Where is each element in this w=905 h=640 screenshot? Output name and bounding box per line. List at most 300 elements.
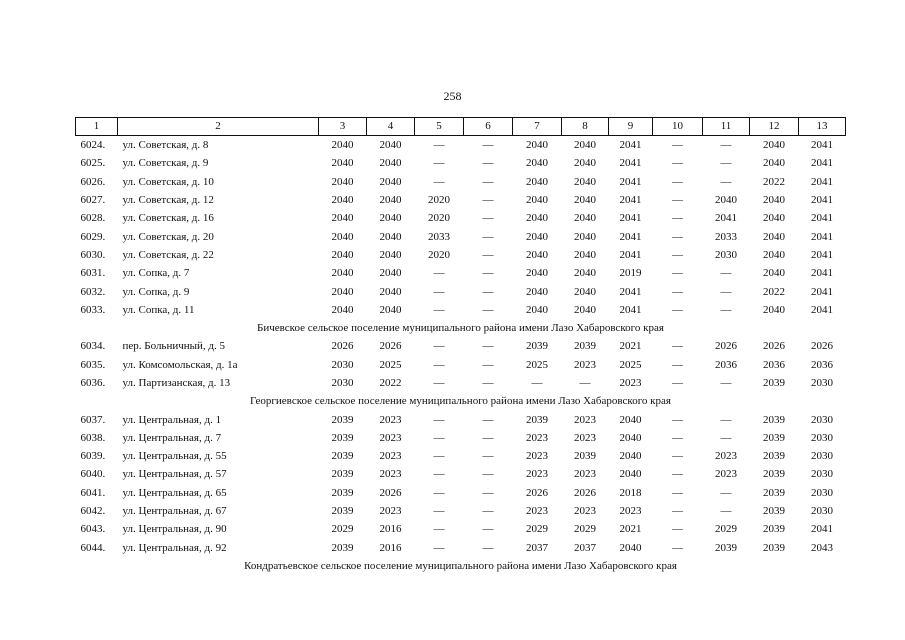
year-cell: 2040 xyxy=(574,303,596,316)
year-cell: 2039 xyxy=(715,541,737,554)
table-header xyxy=(76,118,846,136)
row-number: 6032. xyxy=(80,285,106,298)
year-cell: 2041 xyxy=(811,230,833,243)
year-cell: 2041 xyxy=(619,303,642,316)
year-cell: 2029 xyxy=(526,523,548,536)
table-row xyxy=(76,410,846,428)
year-cell: 2040 xyxy=(526,139,548,152)
year-cell: 2037 xyxy=(574,541,596,554)
year-cell: 2041 xyxy=(619,248,642,261)
address-cell: ул. Сопка, д. 9 xyxy=(122,285,190,298)
year-cell: — xyxy=(433,285,445,298)
year-cell: 2041 xyxy=(811,157,833,170)
address-cell: ул. Советская, д. 22 xyxy=(122,248,214,261)
year-cell: 2041 xyxy=(619,157,642,170)
year-cell: 2022 xyxy=(763,175,785,188)
year-cell: — xyxy=(720,175,732,188)
table-row xyxy=(76,502,846,520)
column-header: 10 xyxy=(653,118,703,136)
year-cell: — xyxy=(720,486,732,499)
year-cell: 2039 xyxy=(574,340,596,353)
year-cell: 2030 xyxy=(811,486,833,499)
year-cell: — xyxy=(672,377,683,389)
year-cell: 2030 xyxy=(811,450,833,463)
address-cell: ул. Центральная, д. 92 xyxy=(122,541,227,554)
year-cell: 2040 xyxy=(763,194,785,207)
year-cell: 2039 xyxy=(763,450,785,463)
year-cell: 2025 xyxy=(619,358,642,371)
year-cell: — xyxy=(482,450,494,463)
year-cell: 2040 xyxy=(331,248,354,261)
year-cell: 2040 xyxy=(619,541,642,554)
year-cell: 2026 xyxy=(331,340,354,353)
year-cell: 2040 xyxy=(763,157,785,170)
table-row xyxy=(76,374,846,392)
year-cell: 2016 xyxy=(379,523,402,536)
address-cell: ул. Центральная, д. 7 xyxy=(122,431,222,444)
table-row xyxy=(76,264,846,282)
row-number: 6025. xyxy=(80,157,106,170)
row-number: 6024. xyxy=(80,139,106,152)
address-cell: ул. Центральная, д. 90 xyxy=(122,523,227,536)
year-cell: 2039 xyxy=(763,486,785,499)
year-cell: — xyxy=(433,505,445,518)
year-cell: — xyxy=(720,303,732,316)
year-cell: 2039 xyxy=(526,413,548,426)
year-cell: 2030 xyxy=(811,377,833,389)
year-cell: — xyxy=(579,377,591,389)
year-cell: 2023 xyxy=(574,505,596,518)
year-cell: 2019 xyxy=(619,267,642,280)
year-cell: — xyxy=(482,175,494,188)
year-cell: 2039 xyxy=(331,450,354,463)
year-cell: 2040 xyxy=(379,175,402,188)
year-cell: 2040 xyxy=(763,267,785,280)
year-cell: 2039 xyxy=(763,431,785,444)
year-cell: — xyxy=(433,340,445,353)
year-cell: — xyxy=(482,340,494,353)
year-cell: 2040 xyxy=(379,230,402,243)
table-row xyxy=(76,484,846,502)
row-number: 6043. xyxy=(80,523,106,536)
year-cell: — xyxy=(720,413,732,426)
year-cell: 2040 xyxy=(526,175,548,188)
year-cell: 2023 xyxy=(379,413,402,426)
year-cell: 2040 xyxy=(331,303,354,316)
year-cell: 2039 xyxy=(763,541,785,554)
year-cell: 2025 xyxy=(379,358,402,371)
year-cell: — xyxy=(433,139,445,152)
year-cell: 2030 xyxy=(811,505,833,518)
year-cell: 2040 xyxy=(379,194,402,207)
year-cell: — xyxy=(672,157,683,170)
year-cell: — xyxy=(482,468,494,481)
year-cell: — xyxy=(672,523,683,536)
year-cell: 2023 xyxy=(715,450,737,463)
year-cell: 2018 xyxy=(619,486,642,499)
year-cell: 2040 xyxy=(526,285,548,298)
year-cell: 2039 xyxy=(331,486,354,499)
address-cell: ул. Советская, д. 20 xyxy=(122,230,214,243)
page-number: 258 xyxy=(443,89,462,103)
year-cell: 2039 xyxy=(763,523,785,536)
row-number: 6040. xyxy=(80,468,106,481)
column-header: 3 xyxy=(319,118,367,136)
row-number: 6031. xyxy=(80,267,106,280)
table-row xyxy=(76,539,846,557)
section-heading-row xyxy=(76,319,846,337)
column-header: 5 xyxy=(415,118,464,136)
row-number: 6034. xyxy=(80,340,106,353)
year-cell: 2023 xyxy=(526,505,548,518)
year-cell: — xyxy=(672,450,683,463)
year-cell: 2040 xyxy=(379,267,402,280)
year-cell: 2041 xyxy=(811,303,833,316)
year-cell: 2040 xyxy=(526,303,548,316)
table-row xyxy=(76,282,846,300)
year-cell: 2039 xyxy=(331,505,354,518)
year-cell: 2037 xyxy=(526,541,548,554)
year-cell: 2023 xyxy=(526,468,548,481)
year-cell: — xyxy=(482,212,494,225)
year-cell: 2041 xyxy=(811,139,833,152)
year-cell: 2041 xyxy=(811,248,833,261)
year-cell: 2041 xyxy=(619,194,642,207)
year-cell: — xyxy=(720,285,732,298)
year-cell: — xyxy=(672,139,683,152)
year-cell: — xyxy=(672,541,683,554)
year-cell: 2023 xyxy=(379,505,402,518)
address-cell: ул. Комсомольская, д. 1а xyxy=(122,358,238,371)
year-cell: 2040 xyxy=(331,139,354,152)
year-cell: — xyxy=(672,431,683,444)
row-number: 6029. xyxy=(80,230,106,243)
year-cell: — xyxy=(433,267,445,280)
year-cell: — xyxy=(482,230,494,243)
row-number: 6041. xyxy=(80,486,106,499)
year-cell: 2036 xyxy=(763,358,785,371)
column-header: 2 xyxy=(118,118,319,136)
year-cell: — xyxy=(482,523,494,536)
year-cell: 2023 xyxy=(526,450,548,463)
table-row xyxy=(76,173,846,191)
year-cell: — xyxy=(720,139,732,152)
year-cell: 2026 xyxy=(715,340,737,353)
year-cell: 2040 xyxy=(331,194,354,207)
year-cell: 2039 xyxy=(331,413,354,426)
year-cell: 2039 xyxy=(331,468,354,481)
year-cell: 2041 xyxy=(811,267,833,280)
year-cell: 2040 xyxy=(574,248,596,261)
year-cell: 2043 xyxy=(811,541,833,554)
year-cell: 2040 xyxy=(331,230,354,243)
year-cell: 2041 xyxy=(811,285,833,298)
year-cell: 2039 xyxy=(526,340,548,353)
year-cell: — xyxy=(672,212,683,225)
address-cell: пер. Больничный, д. 5 xyxy=(122,340,226,353)
year-cell: — xyxy=(433,303,445,316)
year-cell: — xyxy=(672,267,683,280)
row-number: 6033. xyxy=(80,303,106,316)
year-cell: 2040 xyxy=(379,212,402,225)
year-cell: 2029 xyxy=(574,523,596,536)
table-row xyxy=(76,246,846,264)
year-cell: 2021 xyxy=(619,523,642,536)
year-cell: — xyxy=(433,450,445,463)
year-cell: — xyxy=(672,340,683,353)
row-number: 6026. xyxy=(80,175,106,188)
column-header: 7 xyxy=(513,118,562,136)
row-number: 6039. xyxy=(80,450,106,463)
year-cell: 2026 xyxy=(811,340,833,353)
year-cell: 2036 xyxy=(811,358,833,371)
address-cell: ул. Центральная, д. 1 xyxy=(122,413,222,426)
year-cell: 2039 xyxy=(763,413,785,426)
address-cell: ул. Советская, д. 16 xyxy=(122,212,214,225)
year-cell: 2030 xyxy=(331,377,354,389)
year-cell: 2040 xyxy=(574,175,596,188)
table-row xyxy=(76,191,846,209)
row-number: 6044. xyxy=(80,541,106,554)
address-cell: ул. Центральная, д. 67 xyxy=(122,505,227,518)
year-cell: — xyxy=(482,377,494,389)
column-header: 12 xyxy=(750,118,799,136)
year-cell: — xyxy=(482,413,494,426)
year-cell: — xyxy=(720,267,732,280)
year-cell: — xyxy=(720,431,732,444)
address-cell: ул. Центральная, д. 65 xyxy=(122,486,227,499)
year-cell: 2040 xyxy=(526,230,548,243)
year-cell: 2023 xyxy=(619,505,642,518)
section-heading: Кондратьевское сельское поселение муниципального района имени Лазо Хабаровского края xyxy=(244,559,677,572)
year-cell: 2023 xyxy=(715,468,737,481)
column-header: 4 xyxy=(367,118,415,136)
year-cell: 2040 xyxy=(763,303,785,316)
year-cell: — xyxy=(433,358,445,371)
address-cell: ул. Центральная, д. 55 xyxy=(122,450,227,463)
year-cell: 2026 xyxy=(526,486,548,499)
year-cell: 2040 xyxy=(331,267,354,280)
year-cell: — xyxy=(433,523,445,536)
year-cell: 2040 xyxy=(331,175,354,188)
column-header: 11 xyxy=(703,118,750,136)
table-row xyxy=(76,227,846,245)
table-row xyxy=(76,154,846,172)
column-header: 8 xyxy=(562,118,609,136)
year-cell: 2021 xyxy=(619,340,642,353)
year-cell: 2020 xyxy=(428,194,450,207)
year-cell: — xyxy=(433,157,445,170)
year-cell: 2016 xyxy=(379,541,402,554)
year-cell: 2023 xyxy=(526,431,548,444)
year-cell: 2022 xyxy=(379,377,402,389)
year-cell: — xyxy=(672,303,683,316)
year-cell: — xyxy=(482,358,494,371)
year-cell: 2040 xyxy=(379,248,402,261)
year-cell: — xyxy=(672,285,683,298)
year-cell: 2023 xyxy=(379,468,402,481)
year-cell: — xyxy=(482,285,494,298)
year-cell: 2040 xyxy=(574,157,596,170)
year-cell: 2023 xyxy=(574,431,596,444)
section-heading: Бичевское сельское поселение муниципального района имени Лазо Хабаровского края xyxy=(257,322,664,335)
year-cell: 2030 xyxy=(811,413,833,426)
year-cell: 2039 xyxy=(331,431,354,444)
table-row xyxy=(76,337,846,355)
year-cell: 2040 xyxy=(619,468,642,481)
year-cell: — xyxy=(672,505,683,518)
year-cell: — xyxy=(433,413,445,426)
year-cell: 2040 xyxy=(331,285,354,298)
year-cell: 2041 xyxy=(811,212,833,225)
table-row xyxy=(76,301,846,319)
year-cell: 2026 xyxy=(574,486,596,499)
year-cell: 2029 xyxy=(715,523,737,536)
year-cell: 2040 xyxy=(331,157,354,170)
year-cell: 2036 xyxy=(715,358,737,371)
year-cell: 2040 xyxy=(331,212,354,225)
year-cell: — xyxy=(433,175,445,188)
column-header: 6 xyxy=(464,118,513,136)
year-cell: 2023 xyxy=(379,450,402,463)
year-cell: — xyxy=(672,486,683,499)
year-cell: 2040 xyxy=(526,267,548,280)
year-cell: 2039 xyxy=(763,377,785,389)
year-cell: 2023 xyxy=(574,413,596,426)
year-cell: — xyxy=(672,248,683,261)
year-cell: — xyxy=(672,230,683,243)
year-cell: 2040 xyxy=(526,194,548,207)
year-cell: 2040 xyxy=(574,212,596,225)
year-cell: 2040 xyxy=(715,194,737,207)
year-cell: 2030 xyxy=(811,431,833,444)
year-cell: 2033 xyxy=(715,230,737,243)
column-header: 1 xyxy=(76,118,118,136)
address-cell: ул. Советская, д. 8 xyxy=(122,139,209,152)
year-cell: 2030 xyxy=(331,358,354,371)
year-cell: — xyxy=(433,468,445,481)
year-cell: — xyxy=(433,377,445,389)
address-cell: ул. Советская, д. 10 xyxy=(122,175,214,188)
year-cell: 2040 xyxy=(574,230,596,243)
address-cell: ул. Партизанская, д. 13 xyxy=(122,377,231,389)
year-cell: 2023 xyxy=(574,468,596,481)
header-row xyxy=(76,118,846,136)
table-row xyxy=(76,465,846,483)
year-cell: 2041 xyxy=(619,139,642,152)
year-cell: 2041 xyxy=(619,212,642,225)
address-cell: ул. Центральная, д. 57 xyxy=(122,468,227,481)
year-cell: 2029 xyxy=(331,523,354,536)
row-number: 6030. xyxy=(80,248,106,261)
year-cell: 2033 xyxy=(428,230,450,243)
year-cell: 2026 xyxy=(379,340,402,353)
year-cell: 2020 xyxy=(428,212,450,225)
year-cell: — xyxy=(482,541,494,554)
year-cell: 2025 xyxy=(526,358,548,371)
year-cell: 2040 xyxy=(619,431,642,444)
column-header: 13 xyxy=(799,118,846,136)
table-row xyxy=(76,447,846,465)
address-cell: ул. Сопка, д. 11 xyxy=(122,303,195,316)
year-cell: 2041 xyxy=(619,285,642,298)
row-number: 6038. xyxy=(80,431,106,444)
year-cell: 2023 xyxy=(619,377,642,389)
year-cell: — xyxy=(720,377,732,389)
year-cell: — xyxy=(433,486,445,499)
year-cell: 2030 xyxy=(811,468,833,481)
year-cell: 2039 xyxy=(763,505,785,518)
year-cell: — xyxy=(672,175,683,188)
year-cell: — xyxy=(672,358,683,371)
year-cell: 2040 xyxy=(763,230,785,243)
year-cell: 2040 xyxy=(379,285,402,298)
table-row xyxy=(76,356,846,374)
year-cell: — xyxy=(531,377,543,389)
year-cell: 2040 xyxy=(763,139,785,152)
year-cell: 2040 xyxy=(379,303,402,316)
year-cell: — xyxy=(672,194,683,207)
year-cell: 2039 xyxy=(331,541,354,554)
table-row xyxy=(76,520,846,538)
year-cell: 2039 xyxy=(574,450,596,463)
row-number: 6035. xyxy=(80,358,106,371)
year-cell: 2030 xyxy=(715,248,737,261)
year-cell: 2041 xyxy=(619,230,642,243)
table-row xyxy=(76,209,846,227)
year-cell: 2041 xyxy=(715,212,737,225)
table-body xyxy=(76,136,846,576)
year-cell: 2026 xyxy=(763,340,785,353)
year-cell: — xyxy=(482,486,494,499)
address-cell: ул. Советская, д. 9 xyxy=(122,157,209,170)
year-cell: 2026 xyxy=(379,486,402,499)
year-cell: 2040 xyxy=(526,157,548,170)
column-header: 9 xyxy=(609,118,653,136)
year-cell: 2040 xyxy=(619,450,642,463)
row-number: 6036. xyxy=(80,377,106,389)
year-cell: 2041 xyxy=(811,175,833,188)
year-cell: — xyxy=(482,267,494,280)
year-cell: 2040 xyxy=(526,212,548,225)
year-cell: 2040 xyxy=(574,194,596,207)
row-number: 6028. xyxy=(80,212,106,225)
year-cell: — xyxy=(433,541,445,554)
year-cell: 2039 xyxy=(763,468,785,481)
year-cell: — xyxy=(672,413,683,426)
table-row xyxy=(76,136,846,155)
year-cell: 2041 xyxy=(811,523,833,536)
year-cell: — xyxy=(720,157,732,170)
row-number: 6042. xyxy=(80,505,106,518)
year-cell: — xyxy=(672,468,683,481)
year-cell: 2040 xyxy=(574,139,596,152)
year-cell: — xyxy=(720,505,732,518)
year-cell: — xyxy=(482,248,494,261)
year-cell: — xyxy=(482,139,494,152)
year-cell: 2041 xyxy=(619,175,642,188)
year-cell: 2020 xyxy=(428,248,450,261)
row-number: 6037. xyxy=(80,413,106,426)
section-heading: Георгиевское сельское поселение муниципального района имени Лазо Хабаровского края xyxy=(250,395,671,408)
address-cell: ул. Сопка, д. 7 xyxy=(122,267,190,280)
year-cell: 2023 xyxy=(379,431,402,444)
row-number: 6027. xyxy=(80,194,106,207)
year-cell: 2022 xyxy=(763,285,785,298)
year-cell: — xyxy=(482,157,494,170)
year-cell: — xyxy=(482,194,494,207)
year-cell: 2041 xyxy=(811,194,833,207)
